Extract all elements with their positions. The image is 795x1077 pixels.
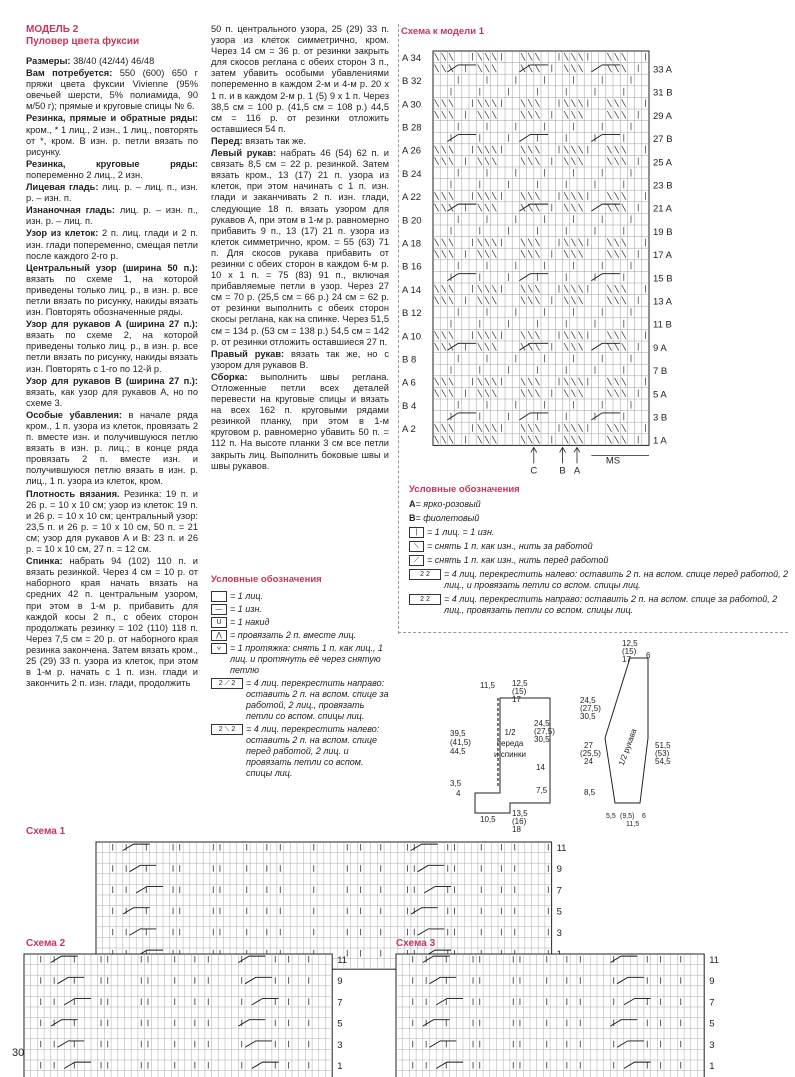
dim-label: 5,5 [606,813,616,820]
repeat-label: A [573,465,581,477]
dim-label: 27 [584,741,593,750]
col1-paragraph [26,228,198,261]
dim-label: 6 [642,813,646,820]
legend2-symbol-icon: ⟍ [409,541,424,552]
color-key: B [409,513,416,523]
legend-symbol-icon [211,591,227,602]
dim-label: 12,5 [622,639,638,648]
legend-item [211,678,389,722]
dim-label: 3,5 [450,779,462,788]
legend-text: = 4 лиц. перекрестить направо: оставить 2 п. на вспом. спице за работой, 2 лиц., провязать петли со вспом. спицы лиц. [246,678,389,721]
legend2-item [409,569,789,591]
dim-label: (41,5) [450,738,471,747]
legend2-symbol-icon: ⟋ [409,555,424,566]
row-label-right: 7 B [653,366,668,378]
legend2-item [409,555,789,566]
row-label-left: B 4 [402,400,417,412]
legend2-text: = снять 1 п. как изн., нить за работой [427,541,593,551]
legend-colors [409,484,789,619]
row-label-left: B 24 [402,168,422,180]
legend-text: = провязать 2 п. вместе лиц. [230,630,357,640]
paragraph-text: вязать так же, но с узором для рукавов В. [211,348,389,370]
row-label-right: 15 B [653,273,673,285]
row-label-right: 5 A [653,389,667,401]
dim-label: 39,5 [450,729,466,738]
legend-symbol-icon: — [211,604,227,615]
col1-paragraph [26,556,198,689]
row-label-left: B 16 [402,261,422,273]
col1-paragraph [26,489,198,556]
dim-label: (15) [622,647,637,656]
row-label-left: A 30 [402,99,422,111]
color-key: A [409,499,416,509]
schema2-row-number: 5 [337,1018,343,1030]
dim-label: 7,5 [536,786,548,795]
row-label-right: 21 A [653,203,673,215]
paragraph-heading: Левый рукав: [211,148,277,159]
row-label-right: 27 B [653,134,673,146]
paragraph-heading: Лицевая гладь: [26,182,99,193]
divider-vertical [398,24,399,634]
schema-1-chart [20,838,640,939]
legend2-symbol-icon: | [409,527,424,538]
legend-title: Условные обозначения [211,574,322,585]
paragraph-heading: Правый рукав: [211,348,285,359]
paragraph-heading: Плотность вязания. [26,488,120,499]
dim-label: (16) [512,817,527,826]
paragraph-text: выполнить швы реглана. Отложенные петли всех деталей перевести на круговые спицы и вязать на всех 162 п. круговыми рядами резинкой планку, при этом в 1-м круговом р. равномерно убавить 50 п. = 112 п. На высоте планки 3 см все петли закрыть лиц. Выполнить боковые швы и швы рукавов. [211,371,389,471]
schema-2-chart [20,950,365,1073]
legend-item [211,604,389,615]
col2-paragraph [211,148,389,348]
legend2-text: = 4 лиц. перекрестить налево: оставить 2 п. на вспом. спице перед работой, 2 лиц., и провязать петли со вспом. спицы лиц. [444,569,789,590]
dim-label: 30,5 [534,735,550,744]
legend-text: = 4 лиц. перекрестить налево: оставить 2 п. на вспом. спице перед работой, 2 лиц. и провязать петли со вспом. спицы лиц. [246,724,380,778]
paragraph-text: кром., * 1 лиц., 2 изн., 1 лиц., повторять от *, кром. В изн. р. петли вязать по рисунку. [26,124,198,157]
legend-symbol-icon: ⋀ [211,630,227,641]
dim-label: 17 [512,695,521,704]
col1-paragraph [26,68,198,112]
dim-label: 11,5 [480,681,495,690]
schema3-row-number: 1 [709,1061,715,1073]
dim-label: 11,5 [626,821,640,828]
legend2-item [409,541,789,552]
schema-model-title: Схема к модели 1 [401,26,484,37]
dim-label: 8,5 [584,788,596,797]
schema1-row-number: 5 [556,906,562,918]
legend-text: = 1 лиц. [230,591,263,601]
paragraph-text: вязать так же. [242,135,307,146]
paragraph-heading: Узор из клеток: [26,228,99,239]
paragraph-text: набрать 94 (102) 110 п. и вязать резинкой. Через 4 см = 10 р. от наборного края начать вязать на средних 42 п. центральным узором, при этом в 1-м р. прибавить для каждой косы 2 п., с обеих сторон продолжать резинку = 102 (110) 118 п. Через 7,5 см = 20 р. от наборного края резинка закончена. Затем вязать кром., 25 (29) 33 п. узора из клеток, при этом в 1-м р. начать с 1 п. изн. глади и закончить 2 п. изн. глади, продолжить [26,556,198,689]
schema1-row-number: 9 [556,864,562,876]
dim-label: (27,5) [580,704,601,713]
legend2-text: = 1 лиц. = 1 изн. [427,527,495,537]
divider-horizontal [398,632,788,633]
schema3-row-number: 5 [709,1018,715,1030]
dim-label: 24,5 [580,696,596,705]
schema1-row-number: 11 [556,843,567,855]
legend2-title: Условные обозначения [409,484,520,495]
legend2-text: = снять 1 п. как изн., нить перед работой [427,555,609,565]
schema-model-grid [401,37,785,492]
col1-paragraph [26,113,198,157]
schema2-row-number: 3 [337,1039,343,1051]
repeat-label: MS [605,455,621,467]
legend2-item [409,513,789,524]
row-label-left: A 34 [402,52,422,64]
schema2-row-number: 11 [337,955,348,967]
col2-paragraph [211,24,389,135]
dim-label: (27,5) [534,727,555,736]
paragraph-text: Резинка: 19 п. и 26 р. = 10 х 10 см; узор из клеток: 19 п. и 26 р. = 10 х 10 см; центральный узор: 23,5 п. и 26 р. = 10 х 10 см, 50 п. = 21 см; узор для рукавов А и В: 23 п. и 26 р. = 10 х 10 см, 27 п. = 12 см. [26,488,198,555]
row-label-right: 9 A [653,342,667,354]
schema-3-chart [392,950,737,1073]
schema-3-title: Схема 3 [396,938,436,949]
col2-paragraph [211,136,389,147]
row-label-right: 33 A [653,64,673,76]
col1-paragraph [26,182,198,204]
legend2-item [409,594,789,616]
col1-paragraph [26,319,198,374]
legend-item [211,724,389,779]
col2-paragraphs [211,24,389,472]
piece-label: переда [496,739,524,748]
col1-paragraph [26,410,198,488]
dim-label: 54,5 [655,757,671,766]
legend-item [211,630,389,641]
paragraph-text: вязать по схеме 2, на которой приведены только лиц. р., в изн. р. все петли вязать по рисунку, накиды вязать изн. Повторять с 1-го по 12-й р. [26,330,198,374]
legend2-text: = ярко-розовый [415,499,481,509]
row-label-right: 19 B [653,226,673,238]
row-label-right: 13 A [653,296,673,308]
schema2-row-number: 7 [337,997,343,1009]
paragraph-heading: Спинка: [26,556,63,567]
schema-2-title: Схема 2 [26,938,66,949]
legend2-text: = 4 лиц. перекрестить направо: оставить 2 п. на вспом. спице за работой, 2 лиц., провязать петли со вспом. спицы лиц. [444,594,778,615]
schema3-row-number: 7 [709,997,715,1009]
paragraph-heading: Перед: [211,135,243,146]
paragraph-text: в начале ряда кром., 1 п. узора из клеток, провязать 2 п. вместе изн. и получившуюся петлю вязать в изн. р. лиц.; в конце ряда провязать 2 п. вместе изн. и получившуюся петлю вязать в изн. р. лиц., 1 п. узора из клеток, кром. [26,409,199,487]
model-subtitle: Пуловер цвета фуксии [26,36,140,47]
legend-symbol-icon: 2 ⟋ 2 [211,678,243,689]
paragraph-heading: Размеры: [26,56,71,66]
dim-label: 13,5 [512,809,528,818]
dim-label: 18 [512,825,521,834]
instructions-column-1 [26,24,198,690]
row-label-left: B 20 [402,215,422,227]
instructions-column-2 [211,24,389,473]
schema2-row-number: 1 [337,1061,343,1073]
schema-model-1 [401,26,785,497]
row-label-right: 31 B [653,87,673,99]
paragraph-text: вязать по схеме 1, на которой приведены только лиц. р., в изн. р. все петли вязать по рисунку, накиды вязать изн. Повторять обозначенные ряды. [26,273,198,318]
dim-label: (9,5) [620,813,635,820]
paragraph-text: 50 п. центрального узора, 25 (29) 33 п. узора из клеток симметрично, кром. Через 14 см = 36 р. от резинки закрыть для скосов реглана с обеих сторон 3 п., затем убавить особыми убавлениями попеременно в каждом 2-м и 4-м р. 20 х 1 п. и в каждом 2-м р. 1 (5) 9 х 1 п. Через 38,5 см = 100 р. (41,5 см = 108 р.) 44,5 см = 116 р. от резинки отложить оставшиеся 54 п. [211,24,389,134]
legend-symbols [211,574,389,781]
paragraph-text: лиц. р. – лиц. п., изн. р. – изн. п. [26,182,198,204]
dim-label: 44,5 [450,747,466,756]
col2-paragraph [211,372,389,472]
legend-item [211,617,389,628]
paragraph-heading: Центральный узор (ширина 50 п.): [26,262,198,273]
legend-symbol-icon: ⩒ [211,643,227,654]
legend-items [211,591,389,779]
paragraph-heading: Узор для рукавов В (ширина 27 п.): [26,375,198,386]
schema3-row-number: 9 [709,976,715,988]
dim-label: (53) [655,749,670,758]
row-label-left: A 2 [402,424,416,436]
legend-text: = 1 протяжка: снять 1 п. как лиц., 1 лиц. и протянуть её через снятую петлю [230,643,384,675]
row-label-right: 17 A [653,250,673,262]
dim-label: 4 [456,789,461,798]
dim-label: (25,5) [580,749,601,758]
repeat-label: C [530,465,538,477]
paragraph-heading: Узор для рукавов А (ширина 27 п.): [26,319,198,330]
row-label-left: B 32 [402,76,422,88]
row-label-left: A 6 [402,377,416,389]
row-label-right: 23 B [653,180,673,192]
schema3-row-number: 3 [709,1039,715,1051]
model-title: МОДЕЛЬ 2 [26,24,79,35]
paragraph-text: 2 п. лиц. глади и 2 п. изн. глади попеременно, смещая петли после каждого 2-го р. [26,228,198,261]
dim-label: (15) [512,687,527,696]
piece-label: и спинки [494,750,526,759]
schema1-row-number: 7 [556,885,562,897]
row-label-left: A 10 [402,331,422,343]
legend-symbol-icon: U [211,617,227,628]
paragraph-text: 38/40 (42/44) 46/48 [70,56,155,66]
paragraph-heading: Вам потребуется: [26,68,113,79]
repeat-label: B [559,465,566,477]
legend2-text: = фиолетовый [415,513,480,523]
dim-label: 30,5 [580,712,596,721]
row-label-left: A 26 [402,145,422,157]
schema2-row-number: 9 [337,976,343,988]
legend-text: = 1 накид [230,617,270,627]
dim-label: 14 [536,763,545,772]
row-label-right: 29 A [653,110,673,122]
legend2-items [409,499,789,616]
legend-text: = 1 изн. [230,604,262,614]
row-label-left: A 22 [402,192,422,204]
paragraph-text: вязать, как узор для рукавов А, но по схеме 3. [26,386,198,408]
row-label-left: B 12 [402,308,422,320]
row-label-right: 25 A [653,157,673,169]
dim-label: 24 [584,757,593,766]
paragraph-heading: Сборка: [211,371,248,382]
schema3-row-number: 11 [709,955,720,967]
piece-label: 1/2 рукава [616,727,639,767]
paragraph-text: попеременно 2 лиц., 2 изн. [26,169,143,180]
paragraph-heading: Особые убавления: [26,409,122,420]
dim-label: 51,5 [655,741,671,750]
row-label-right: 1 A [653,435,667,447]
legend2-symbol-icon: 2 2 [409,594,441,605]
row-label-right: 11 B [653,319,672,331]
legend2-item [409,527,789,538]
page-number: 30 [12,1047,25,1059]
row-label-left: B 28 [402,122,422,134]
row-label-left: B 8 [402,354,417,366]
col1-paragraph [26,376,198,409]
paragraph-text: набрать 46 (54) 62 п. и связать 8,5 см = 22 р. резинкой. Затем вязать кром., 13 (17) 21 п. узора из клеток, при этом начинать с 1 п. изн. глади и заканчивать 2 п. изн. глади, следующие 18 п. вязать узором для рукавов А, при этом в 1-м р. равномерно прибавить 9 п., 13 (17) 21 п. узора из клеток симметрично, кром. = 55 (63) 71 п. Для скосов рукава прибавить от резинки с обеих сторон в каждом 6-м р. 10 х 1 п. = 75 (83) 91 п., включая прибавляемые петли в узор. Через 27 см = 70 р. (25,5 см = 66 р.) 24 см = 62 р. от резинки выполнить с обеих сторон скосы реглана, как на спинке. Через 51,5 см = 134 р. (53 см = 138 р.) 54,5 см = 142 р. от резинки отложить оставшиеся 27 п. [211,148,389,347]
legend-symbol-icon: 2 ⟍ 2 [211,724,243,735]
sleeve-outline [605,658,648,803]
col1-paragraph [26,263,198,318]
col1-paragraphs [26,56,198,689]
dim-label: 12,5 [512,679,528,688]
row-label-left: A 18 [402,238,422,250]
dim-label: 17 [622,655,631,664]
row-label-right: 3 B [653,412,668,424]
paragraph-text: 550 (600) 650 г пряжи цвета фуксии Vivienne (95% овечьей шерсти, 5% полиамида, 90 м/50 г); прямые и круговые спицы № 6. [26,68,198,112]
pattern-diagrams [440,638,790,834]
dim-label: 10,5 [480,815,496,824]
paragraph-heading: Изнаночная гладь: [26,205,116,216]
row-label-left: A 14 [402,284,422,296]
col1-paragraph [26,56,198,67]
legend2-symbol-icon: 2 2 [409,569,441,580]
paragraph-heading: Резинка, прямые и обратные ряды: [26,113,198,124]
schema1-row-number: 3 [556,927,562,939]
legend2-item [409,499,789,510]
col1-paragraph [26,159,198,181]
schema-1-title: Схема 1 [26,826,66,837]
legend-item [211,643,389,676]
piece-label: 1/2 [504,728,516,737]
col2-paragraph [211,349,389,371]
dim-label: 24,5 [534,719,550,728]
col1-paragraph [26,205,198,227]
paragraph-text: лиц. р. – изн. п., изн. р. – лиц. п. [26,205,198,227]
dim-label: 6 [646,651,651,660]
paragraph-heading: Резинка, круговые ряды: [26,158,198,169]
legend-item [211,591,389,602]
